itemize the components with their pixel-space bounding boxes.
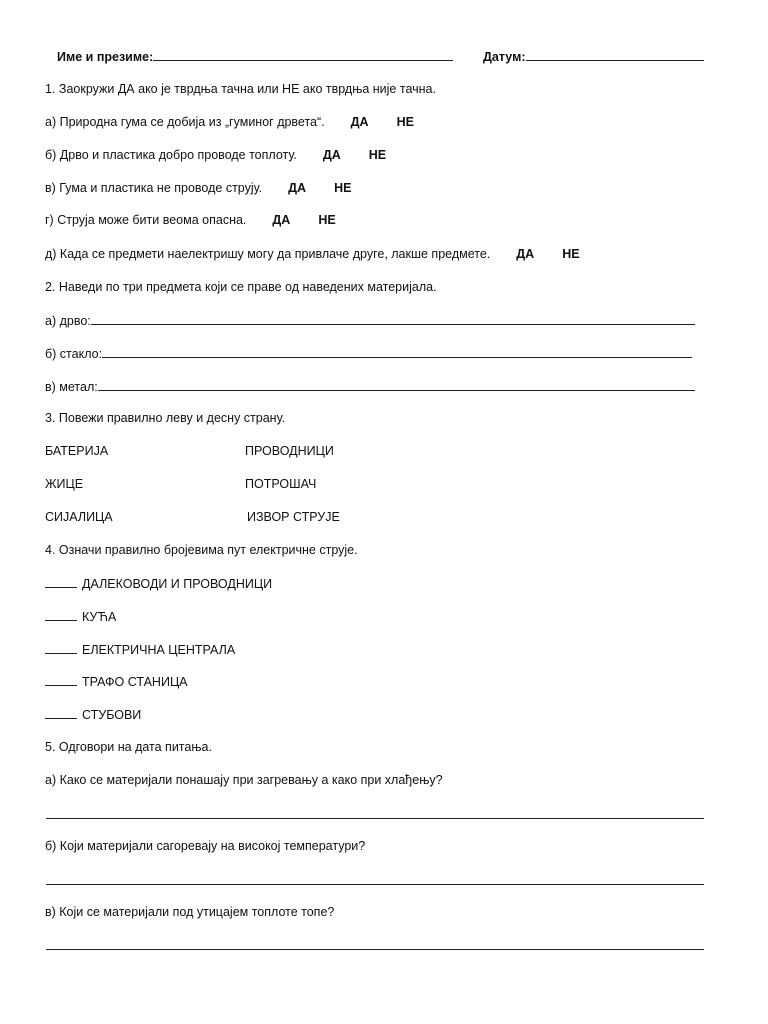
q1-item-text: в) Гума и пластика не проводе струју. xyxy=(45,181,263,195)
q3-right-item[interactable]: ПРОВОДНИЦИ xyxy=(245,444,334,458)
date-label: Датум: xyxy=(483,50,526,64)
q1-item xyxy=(45,147,386,163)
number-blank[interactable] xyxy=(45,641,77,654)
q5-question: в) Који се материјали под утицајем топлоте топе? xyxy=(45,905,335,919)
q5-question: а) Како се материјали понашају при загревању а како при хлађењу? xyxy=(45,773,443,787)
name-field[interactable] xyxy=(57,48,453,65)
no-option[interactable]: НЕ xyxy=(368,148,387,162)
q1-item xyxy=(45,212,336,228)
number-blank[interactable] xyxy=(45,706,77,719)
date-blank[interactable] xyxy=(526,48,704,61)
no-option[interactable]: НЕ xyxy=(318,213,336,227)
q1-item-text: б) Дрво и пластика добро проводе топлоту. xyxy=(45,148,297,162)
q4-item-text: ТРАФО СТАНИЦА xyxy=(82,675,188,689)
answer-line[interactable] xyxy=(46,884,704,885)
q4-item-text: ДАЛЕКОВОДИ И ПРОВОДНИЦИ xyxy=(82,577,273,591)
q2-item-label: в) метал: xyxy=(45,380,98,394)
name-blank[interactable] xyxy=(153,48,453,61)
answer-line[interactable] xyxy=(102,345,692,358)
q4-item-text: ЕЛЕКТРИЧНА ЦЕНТРАЛА xyxy=(82,643,236,657)
q3-left-item[interactable]: СИЈАЛИЦА xyxy=(45,510,113,524)
name-label: Име и презиме: xyxy=(57,50,154,64)
q4-item xyxy=(45,575,272,592)
q1-item-text: а) Природна гума се добија из „гуминог дрвета“. xyxy=(45,115,325,129)
q3-right-item[interactable]: ПОТРОШАЧ xyxy=(245,477,317,491)
q2-item xyxy=(45,345,692,362)
number-blank[interactable] xyxy=(45,608,77,621)
answer-line[interactable] xyxy=(98,378,695,391)
q3-title: 3. Повежи правилно леву и десну страну. xyxy=(45,411,286,425)
yes-option[interactable]: ДА xyxy=(322,148,341,162)
answer-line[interactable] xyxy=(46,818,704,819)
q5-question: б) Који материјали сагоревају на високој температури? xyxy=(45,839,366,853)
q1-title: 1. Заокружи ДА ако је тврдња тачна или НЕ ако тврдња није тачна. xyxy=(45,82,436,96)
q1-item-text: д) Када се предмети наелектришу могу да привлаче друге, лакше предмете. xyxy=(45,247,491,261)
yes-option[interactable]: ДА xyxy=(272,213,291,227)
q2-item xyxy=(45,312,695,329)
yes-option[interactable]: ДА xyxy=(350,115,369,129)
q2-title: 2. Наведи по три предмета који се праве од наведених материјала. xyxy=(45,280,437,294)
no-option[interactable]: НЕ xyxy=(334,181,352,195)
q1-item xyxy=(45,246,580,262)
answer-line[interactable] xyxy=(91,312,695,325)
yes-option[interactable]: ДА xyxy=(516,247,535,261)
q4-title: 4. Означи правилно бројевима пут електричне струје. xyxy=(45,543,358,557)
no-option[interactable]: НЕ xyxy=(562,247,580,261)
answer-line[interactable] xyxy=(46,949,704,950)
q4-item xyxy=(45,641,235,658)
number-blank[interactable] xyxy=(45,673,77,686)
date-field[interactable] xyxy=(483,48,704,65)
q4-item-text: СТУБОВИ xyxy=(82,708,142,722)
q2-item-label: б) стакло: xyxy=(45,347,103,361)
q2-item-label: а) дрво: xyxy=(45,314,91,328)
no-option[interactable]: НЕ xyxy=(396,115,414,129)
q1-item xyxy=(45,180,351,196)
q2-item xyxy=(45,378,695,395)
q5-title: 5. Одговори на дата питања. xyxy=(45,740,212,754)
q4-item xyxy=(45,673,188,690)
q4-item-text: КУЋА xyxy=(82,610,117,624)
q1-item-text: г) Струја може бити веома опасна. xyxy=(45,213,247,227)
number-blank[interactable] xyxy=(45,575,77,588)
q3-left-item[interactable]: БАТЕРИЈА xyxy=(45,444,109,458)
q1-item xyxy=(45,114,414,130)
yes-option[interactable]: ДА xyxy=(288,181,307,195)
q3-right-item[interactable]: ИЗВОР СТРУЈЕ xyxy=(247,510,340,524)
q3-left-item[interactable]: ЖИЦЕ xyxy=(45,477,84,491)
q4-item xyxy=(45,608,116,625)
q4-item xyxy=(45,706,141,723)
